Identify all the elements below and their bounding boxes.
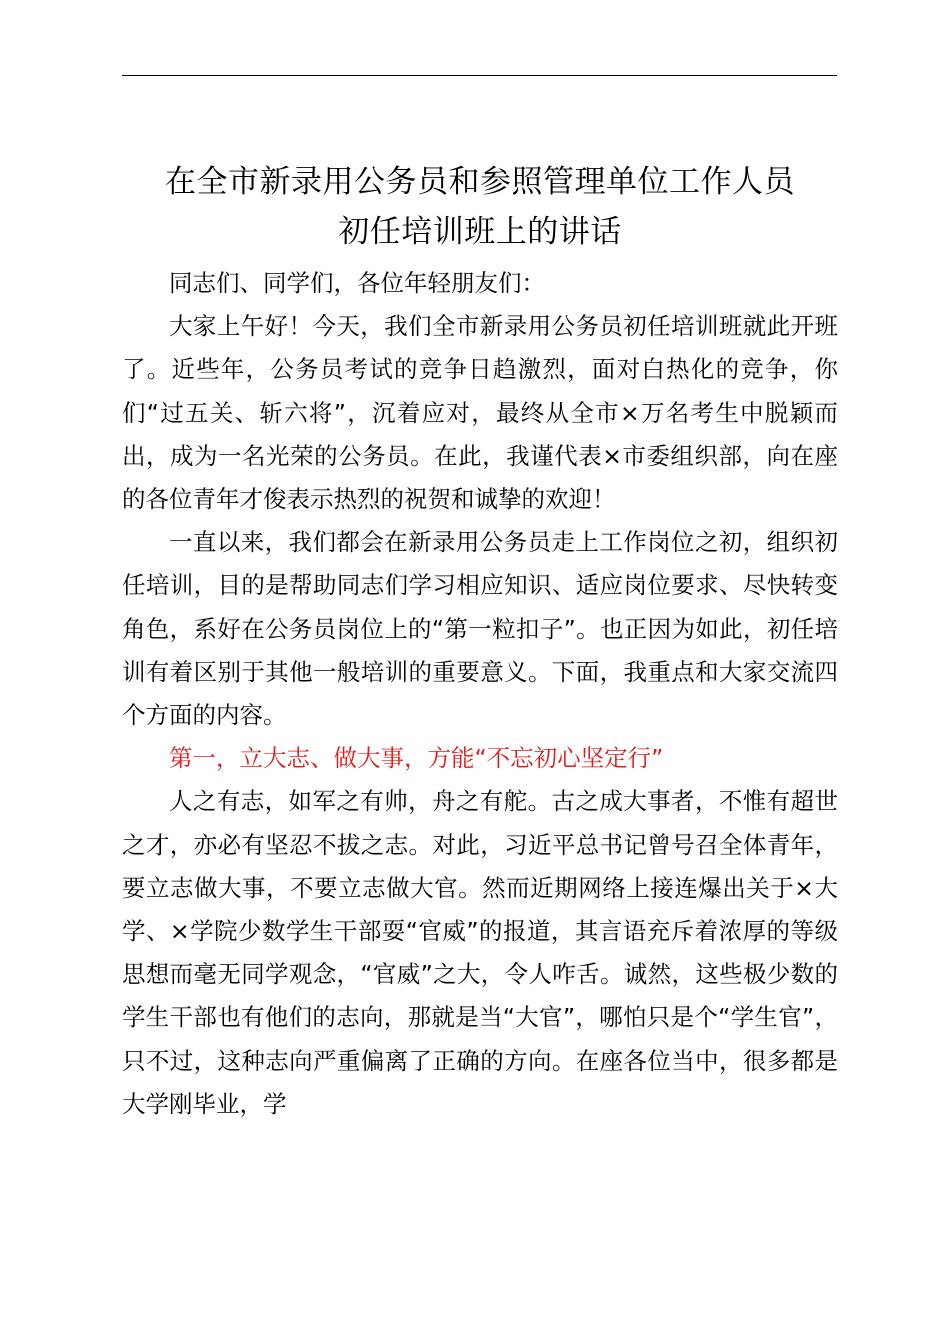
paragraph-2: 一直以来，我们都会在新录用公务员走上工作岗位之初，组织初任培训，目的是帮助同志们学习相应知识、适应岗位要求、尽快转变角色，系好在公务员岗位上的“第一粒扣子”。也正因为如此，初任培训有着区别于其他一般培训的重要意义。下面，我重点和大家交流四个方面的内容。 xyxy=(122,528,838,730)
paragraph-3: 人之有志，如军之有帅，舟之有舵。古之成大事者，不惟有超世之才，亦必有坚忍不拔之志。对此，习近平总书记曾号召全体青年，要立志做大事，不要立志做大官。然而近期网络上接连爆出关于×大学、×学院少数学生干部耍“官威”的报道，其言语充斥着浓厚的等级思想而毫无同学观念，“官威”之大，令人咋舌。诚然，这些极少数的学生干部也有他们的志向，那就是当“大官”，哪怕只是个“学生官”，只不过，这种志向严重偏离了正确的方向。在座各位当中，很多都是大学刚毕业，学 xyxy=(122,787,838,1118)
title-line-1: 在全市新录用公务员和参照管理单位工作人员 xyxy=(165,163,795,200)
document-title xyxy=(100,157,860,257)
title-line-2: 初任培训班上的讲话 xyxy=(338,213,622,250)
header-rule xyxy=(122,75,837,76)
paragraph-1: 大家上午好！今天，我们全市新录用公务员初任培训班就此开班了。近些年，公务员考试的竞争日趋激烈，面对白热化的竞争，你们“过五关、斩六将”，沉着应对，最终从全市×万名考生中脱颖而出，成为一名光荣的公务员。在此，我谨代表×市委组织部，向在座的各位青年才俊表示热烈的祝贺和诚挚的欢迎！ xyxy=(122,312,838,514)
section-heading-1: 第一，立大志、做大事，方能“不忘初心坚定行” xyxy=(169,744,664,773)
greeting: 同志们、同学们，各位年轻朋友们： xyxy=(169,269,545,297)
document-body xyxy=(122,262,838,1126)
